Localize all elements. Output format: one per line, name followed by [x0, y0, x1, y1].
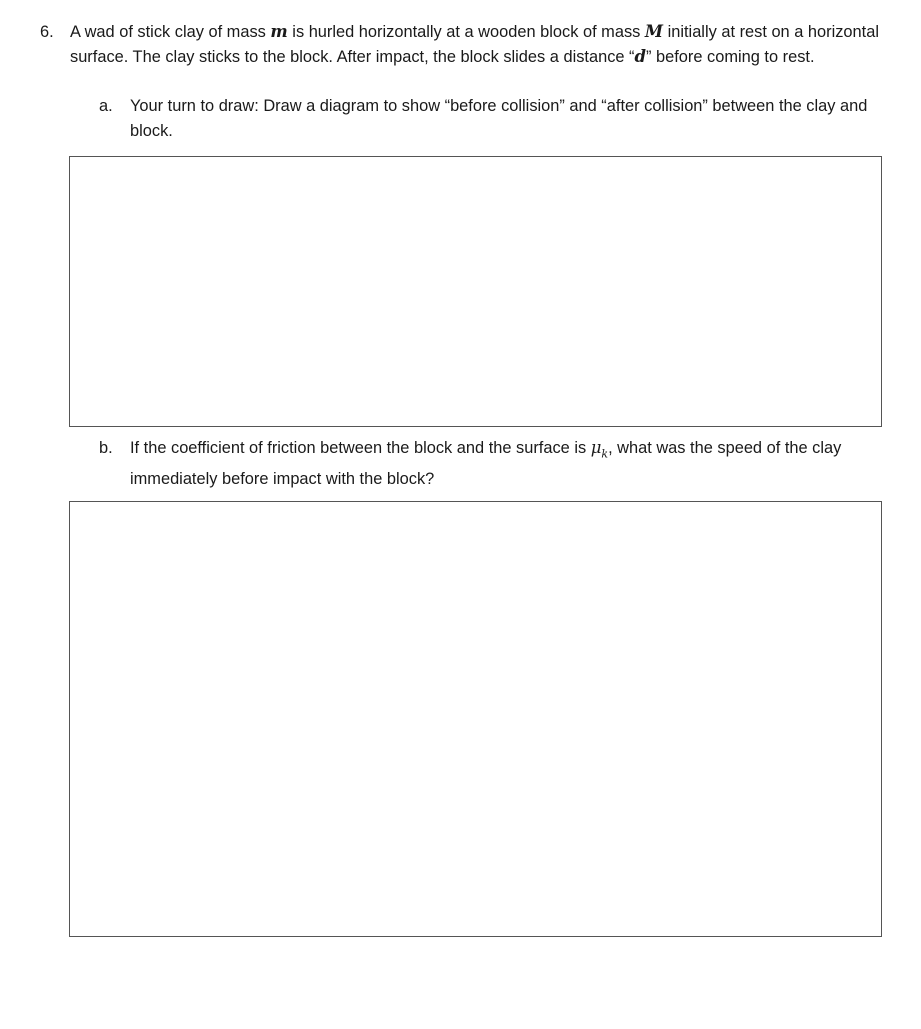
answer-box-a[interactable]	[69, 156, 882, 427]
distance-d-variable: d	[634, 46, 646, 66]
question-text-part-4: ” before coming to rest.	[646, 47, 815, 66]
mass-m-variable: m	[270, 22, 288, 41]
mass-M-variable: M	[644, 22, 664, 41]
mu-subscript-k: k	[601, 447, 609, 461]
answer-box-b[interactable]	[69, 501, 882, 937]
part-b-text-part-1: If the coefficient of friction between the block and the surface is	[130, 439, 591, 457]
mu-k-symbol	[590, 438, 609, 461]
part-b-label: b.	[99, 439, 113, 457]
question-text-part-3: initially at rest on a horizontal surface. The clay sticks to the block. After impact, the block slides a distance “	[70, 23, 879, 66]
part-b-text	[130, 436, 889, 491]
question-text-part-1: A wad of stick clay of mass	[70, 23, 271, 41]
part-a-label: a.	[99, 97, 113, 115]
question-text-part-2: is hurled horizontally at a wooden block of mass	[287, 23, 645, 41]
part-b	[99, 436, 889, 491]
part-a	[99, 94, 889, 143]
question-text	[70, 20, 890, 69]
question-6	[40, 20, 890, 69]
part-b-text-part-2: , what was the speed of the clay immediately before impact with the block?	[130, 439, 842, 488]
mu-symbol: μ	[590, 438, 602, 457]
question-number: 6.	[40, 23, 54, 41]
part-a-text: Your turn to draw: Draw a diagram to show “before collision” and “after collision” between the clay and block.	[130, 97, 868, 140]
